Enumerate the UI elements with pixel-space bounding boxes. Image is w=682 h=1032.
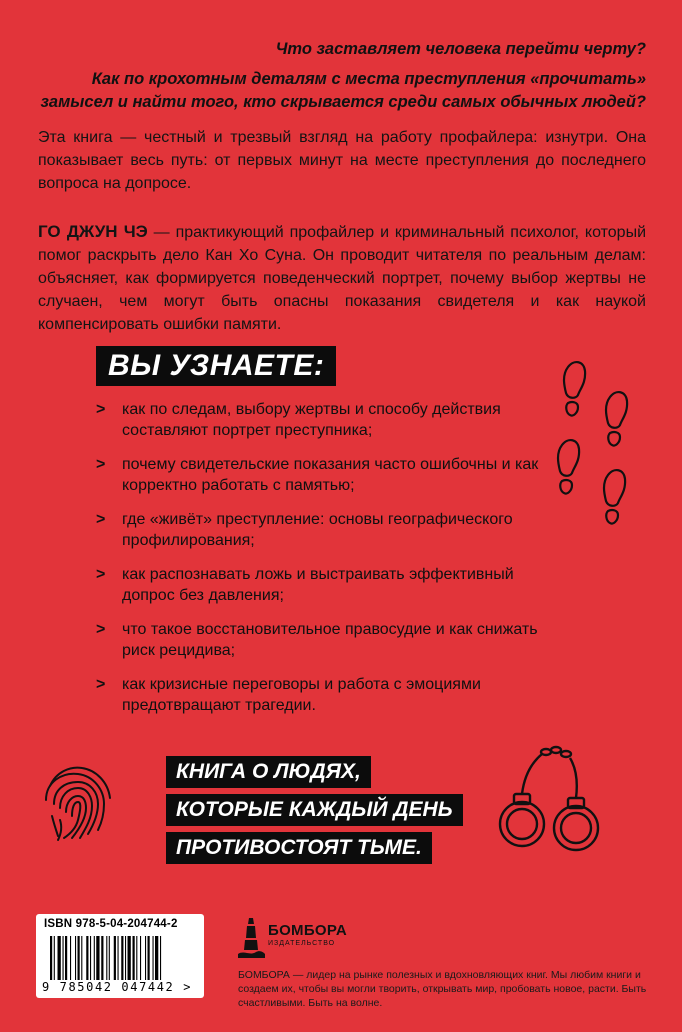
barcode-bar <box>155 936 158 980</box>
chevron-right-icon: > <box>96 401 106 418</box>
question-2-line-2: замысел и найти того, кто скрывается среди самых обычных людей? <box>40 93 646 111</box>
list-item-text: где «живёт» преступление: основы географического профилирования; <box>122 511 513 549</box>
question-2-line-1: Как по крохотным деталям с места преступления «прочитать» <box>91 70 646 88</box>
list-item <box>96 509 566 551</box>
bombora-lighthouse-logo <box>236 914 266 960</box>
barcode-bar <box>63 936 64 980</box>
barcode-bar <box>96 936 99 980</box>
slogan-line-3: ПРОТИВОСТОЯТ ТЬМЕ. <box>166 832 432 864</box>
author-paragraph <box>38 220 646 336</box>
chevron-right-icon: > <box>96 566 106 583</box>
list-item <box>96 619 566 661</box>
barcode-bar <box>58 936 61 980</box>
author-bio: — практикующий профайлер и криминальный психолог, который помог раскрыть дело Кан Хо Суна. Он проводит читателя по реальным делам: объясняет, как формируется поведенческий портрет, почему выбор жертвы не случаен, чем могут быть опасны показания свидетеля и как наукой компенсировать ошибки памяти. <box>38 224 646 333</box>
chevron-right-icon: > <box>96 621 106 638</box>
chevron-right-icon: > <box>96 511 106 528</box>
barcode-bar <box>140 936 141 980</box>
chevron-right-icon: > <box>96 676 106 693</box>
lead-questions <box>40 38 646 121</box>
list-item-text: как распознавать ложь и выстраивать эффективный допрос без давления; <box>122 566 514 604</box>
list-item <box>96 674 566 716</box>
publisher-name: БОМБОРА <box>268 922 348 939</box>
barcode-bar <box>136 936 137 980</box>
list-item-text: что такое восстановительное правосудие и как снижать риск рецидива; <box>122 621 538 659</box>
barcode-bar <box>90 936 91 980</box>
question-2 <box>40 68 646 114</box>
slogan-line-1: КНИГА О ЛЮДЯХ, <box>166 756 371 788</box>
barcode-bar <box>101 936 103 980</box>
chevron-right-icon: > <box>96 456 106 473</box>
barcode-bar <box>145 936 146 980</box>
learn-heading: ВЫ УЗНАЕТЕ: <box>96 346 336 386</box>
barcode-bar <box>121 936 123 980</box>
barcode-bar <box>50 936 52 980</box>
barcode-bar <box>75 936 76 980</box>
publisher-description: БОМБОРА — лидер на рынке полезных и вдохновляющих книг. Мы любим книги и создаем их, чтобы вы могли творить, открывать мир, пробовать новое, расти. Быть счастливыми. Быть на волне. <box>238 969 647 1009</box>
barcode-bar <box>65 936 67 980</box>
barcode-bar <box>81 936 82 980</box>
barcode-bar <box>86 936 88 980</box>
barcode-bar <box>78 936 80 980</box>
list-item <box>96 399 566 441</box>
slogan-line-2: КОТОРЫЕ КАЖДЫЙ ДЕНЬ <box>166 794 463 826</box>
barcode-bar <box>148 936 150 980</box>
publisher-subtitle: ИЗДАТЕЛЬСТВО <box>268 940 336 947</box>
barcode-icon <box>50 936 196 980</box>
footprints-icon <box>548 355 648 545</box>
barcode-digits: 9 785042 047442 > <box>42 980 193 994</box>
barcode-bar <box>125 936 126 980</box>
author-name: ГО ДЖУН ЧЭ <box>38 222 148 241</box>
learn-list <box>96 399 566 729</box>
slogan-block <box>166 756 463 870</box>
barcode-bar <box>70 936 71 980</box>
barcode-bar <box>114 936 116 980</box>
list-item-text: как по следам, выбору жертвы и способу действия составляют портрет преступника; <box>122 401 501 439</box>
barcode-box <box>36 914 204 998</box>
handcuffs-icon <box>490 738 608 858</box>
barcode-bar <box>160 936 161 980</box>
barcode-bar <box>118 936 119 980</box>
isbn-text: ISBN 978-5-04-204744-2 <box>44 918 178 930</box>
barcode-bar <box>133 936 135 980</box>
barcode-bar <box>94 936 95 980</box>
intro-paragraph: Эта книга — честный и трезвый взгляд на работу профайлера: изнутри. Она показывает весь путь: от первых минут на месте преступления до последнего вопроса на допросе. <box>38 129 646 192</box>
barcode-bar <box>106 936 107 980</box>
list-item-text: как кризисные переговоры и работа с эмоциями предотвращают трагедии. <box>122 676 481 714</box>
barcode-bar <box>54 936 55 980</box>
barcode-bar <box>128 936 131 980</box>
question-1: Что заставляет человека перейти черту? <box>275 40 646 58</box>
list-item <box>96 454 566 496</box>
list-item-text: почему свидетельские показания часто ошибочны и как корректно работать с памятью; <box>122 456 539 494</box>
fingerprint-icon <box>32 756 124 848</box>
barcode-bar <box>153 936 154 980</box>
list-item <box>96 564 566 606</box>
barcode-bar <box>109 936 110 980</box>
